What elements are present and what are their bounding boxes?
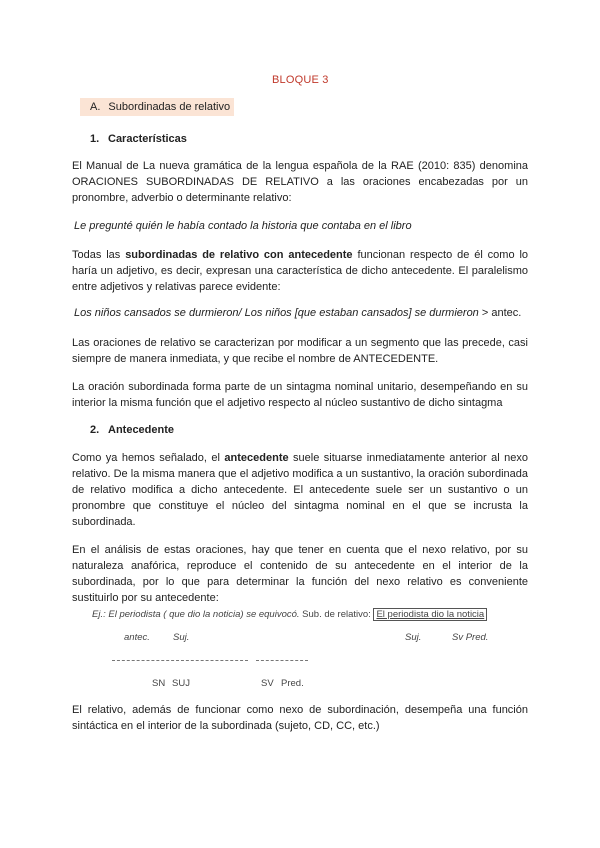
example2-italic: Los niños cansados se durmieron/ Los niños [que estaban cansados] se durmieron bbox=[74, 307, 479, 319]
paragraph-sintagma: La oración subordinada forma parte de un sintagma nominal unitario, desempeñando en su interior la misma función que el adjetivo respecto al núcleo sustantivo de dicho sintagma bbox=[72, 381, 528, 409]
analysis-boxed-predicate: dio la noticia bbox=[428, 609, 485, 620]
section-a-heading bbox=[80, 98, 234, 116]
paragraph-antecedente-adjetivo bbox=[72, 247, 528, 295]
label-sv: SV bbox=[261, 678, 274, 689]
label-sn: SN bbox=[152, 678, 166, 689]
section-a-number: A. bbox=[90, 101, 101, 113]
heading-caracteristicas bbox=[90, 131, 187, 147]
label-suj-1: Suj. bbox=[173, 632, 190, 643]
p5-text-pre: Como ya hemos señalado, el bbox=[72, 452, 225, 464]
p2-bold: subordinadas de relativo con antecedente bbox=[125, 249, 353, 261]
paragraph-analisis: En el análisis de estas oraciones, hay que tener en cuenta que el nexo relativo, por su naturaleza anafórica, reproduce el contenido de su antecedente en el interior de la subordinada, por lo que para determinar la función del nexo relativo es conveniente sustituirlo por su antecedente: bbox=[72, 544, 528, 604]
paragraph-funcion-relativo: El relativo, además de funcionar como nexo de subordinación, desempeña una función sintáctica en el interior de la subordinada (sujeto, CD, CC, etc.) bbox=[72, 704, 528, 732]
analysis-divider-1 bbox=[112, 660, 248, 661]
label-antec: antec. bbox=[124, 632, 150, 643]
p5-bold: antecedente bbox=[224, 452, 289, 464]
heading-label: Características bbox=[108, 133, 187, 145]
example-sentence-2 bbox=[74, 305, 521, 321]
analysis-example-line bbox=[92, 609, 487, 620]
paragraph-definition: El Manual de La nueva gramática de la lengua española de la RAE (2010: 835) denomina ORACIONES SUBORDINADAS DE RELATIVO a las oraciones encabezadas por un pronombre, adverbio o determinante relativo: bbox=[72, 160, 528, 204]
example2-rest: > antec. bbox=[478, 307, 522, 319]
example-sentence-1: Le pregunté quién le había contado la historia que contaba en el libro bbox=[74, 220, 412, 232]
heading-label: Antecedente bbox=[108, 424, 175, 436]
p2-text-post: funcionan respecto de él como lo haría un adjetivo, es decir, expresan una característica de dicho antecedente. El paralelismo entre adjetivos y relativas parece evidente: bbox=[72, 249, 529, 293]
label-suj-2: Suj. bbox=[405, 632, 422, 643]
paragraph-segmento: Las oraciones de relativo se caracterizan por modificar a un segmento que las precede, casi siempre de manera inmediata, y que recibe el nombre de ANTECEDENTE. bbox=[72, 337, 528, 365]
heading-antecedente bbox=[90, 422, 174, 438]
label-suj-3: SUJ bbox=[172, 678, 190, 689]
analysis-sub-label: Sub. de relativo: bbox=[299, 609, 374, 620]
heading-number: 2. bbox=[90, 424, 100, 436]
analysis-example-sentence: Ej.: El periodista ( que dio la noticia) se equivocó. bbox=[92, 609, 300, 620]
label-sv-pred: Sv Pred. bbox=[452, 632, 489, 643]
p2-text-pre: Todas las bbox=[72, 249, 126, 261]
label-pred: Pred. bbox=[281, 678, 304, 689]
heading-number: 1. bbox=[90, 133, 100, 145]
analysis-boxed-subject: El periodista bbox=[376, 609, 429, 620]
page-title: BLOQUE 3 bbox=[272, 74, 329, 86]
analysis-boxed-sentence bbox=[373, 608, 487, 621]
p5-text-post: suele situarse inmediatamente anterior al nexo relativo. De la misma manera que el adjetivo modifica a un sustantivo, la oración subordinada de relativo modifica a dicho antecedente. El antecedente suele ser un sustantivo o un pronombre que constituye el núcleo del sintagma nominal en el que se incrusta la subordinada. bbox=[72, 452, 528, 528]
analysis-divider-2 bbox=[256, 660, 308, 661]
paragraph-antecedente bbox=[72, 450, 528, 530]
section-a-label: Subordinadas de relativo bbox=[108, 101, 231, 113]
